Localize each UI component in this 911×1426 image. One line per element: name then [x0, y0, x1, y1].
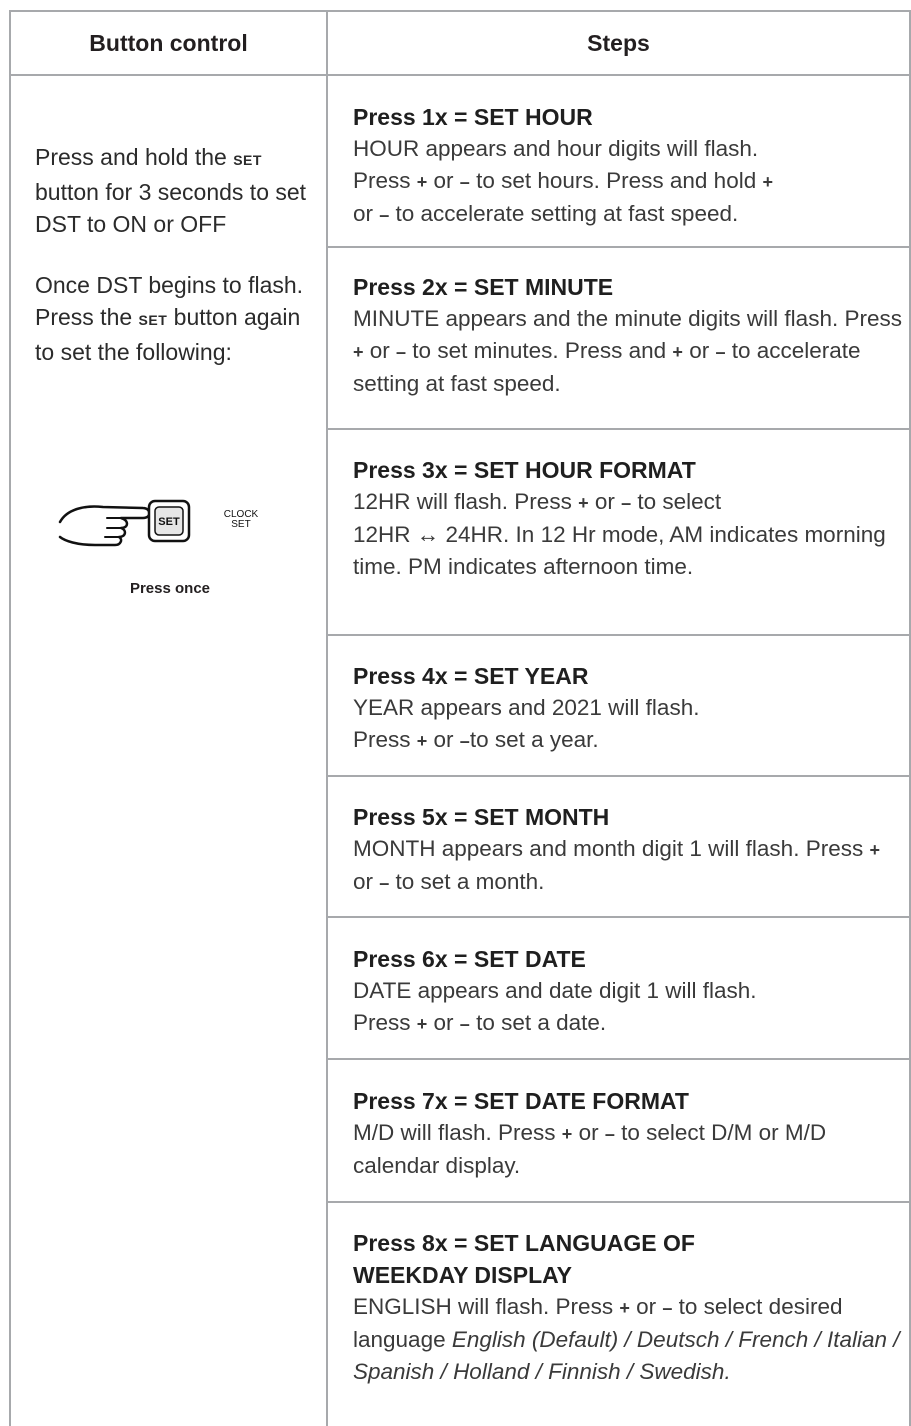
step-3: Press 3x = SET HOUR FORMAT 12HR will flash. Press + or – to select 12HR ↔ 24HR. In 12 Hr mode, AM indicates morning time. PM indicates afternoon time. — [353, 454, 903, 583]
row-divider — [326, 1058, 911, 1060]
svg-text:CLOCK: CLOCK — [223, 509, 259, 520]
step-title: Press 6x = SET DATE — [353, 946, 586, 972]
row-divider — [326, 634, 911, 636]
step-title: Press 1x = SET HOUR — [353, 104, 593, 130]
table-left-border — [9, 10, 11, 1426]
step-title: Press 4x = SET YEAR — [353, 663, 589, 689]
row-divider — [326, 775, 911, 777]
header-steps: Steps — [587, 29, 650, 56]
row-divider — [326, 1201, 911, 1203]
step-title: Press 5x = SET MONTH — [353, 804, 610, 830]
left-paragraph-dst: Once DST begins to flash. Press the SET button again to set the following: — [35, 272, 304, 365]
left-paragraph-hold: Press and hold the SET button for 3 seconds to set DST to ON or OFF — [35, 144, 307, 237]
set-key-label: SET — [233, 152, 262, 168]
step-title: Press 8x = SET LANGUAGE OF WEEKDAY DISPLAY — [353, 1230, 695, 1288]
step-2: Press 2x = SET MINUTE MINUTE appears and the minute digits will flash. Press + or – to set minutes. Press and + or – to accelerate setting at fast speed. — [353, 271, 903, 400]
step-title: Press 3x = SET HOUR FORMAT — [353, 457, 696, 483]
set-key-label: SET — [138, 312, 168, 328]
row-divider — [326, 916, 911, 918]
step-title: Press 7x = SET DATE FORMAT — [353, 1088, 689, 1114]
row-divider — [326, 428, 911, 430]
row-divider — [326, 246, 911, 248]
step-1: Press 1x = SET HOUR HOUR appears and hour digits will flash. Press + or – to set hours. Press and hold + or – to accelerate setting at fast speed. — [353, 101, 903, 231]
illustration-caption: Press once — [129, 580, 211, 597]
step-7: Press 7x = SET DATE FORMAT M/D will flash. Press + or – to select D/M or M/D calendar display. — [353, 1085, 903, 1182]
svg-text:SET: SET — [158, 516, 180, 528]
step-6: Press 6x = SET DATE DATE appears and date digit 1 will flash. Press + or – to set a date. — [353, 943, 903, 1040]
column-divider — [326, 10, 328, 1426]
step-4: Press 4x = SET YEAR YEAR appears and 2021 will flash. Press + or –to set a year. — [353, 660, 903, 757]
header-button-control: Button control — [89, 29, 248, 56]
hand-pressing-set-button-icon — [55, 487, 285, 557]
header-divider — [9, 74, 911, 76]
step-5: Press 5x = SET MONTH MONTH appears and month digit 1 will flash. Press + or – to set a month. — [353, 801, 903, 899]
step-title: Press 2x = SET MINUTE — [353, 274, 614, 300]
svg-text:SET: SET — [231, 519, 251, 530]
step-8: Press 8x = SET LANGUAGE OF WEEKDAY DISPLAY ENGLISH will flash. Press + or – to select desired language English (Default) / Deutsch / French / Italian / Spanish / Holland / Finnish / Swedish. — [353, 1227, 903, 1388]
